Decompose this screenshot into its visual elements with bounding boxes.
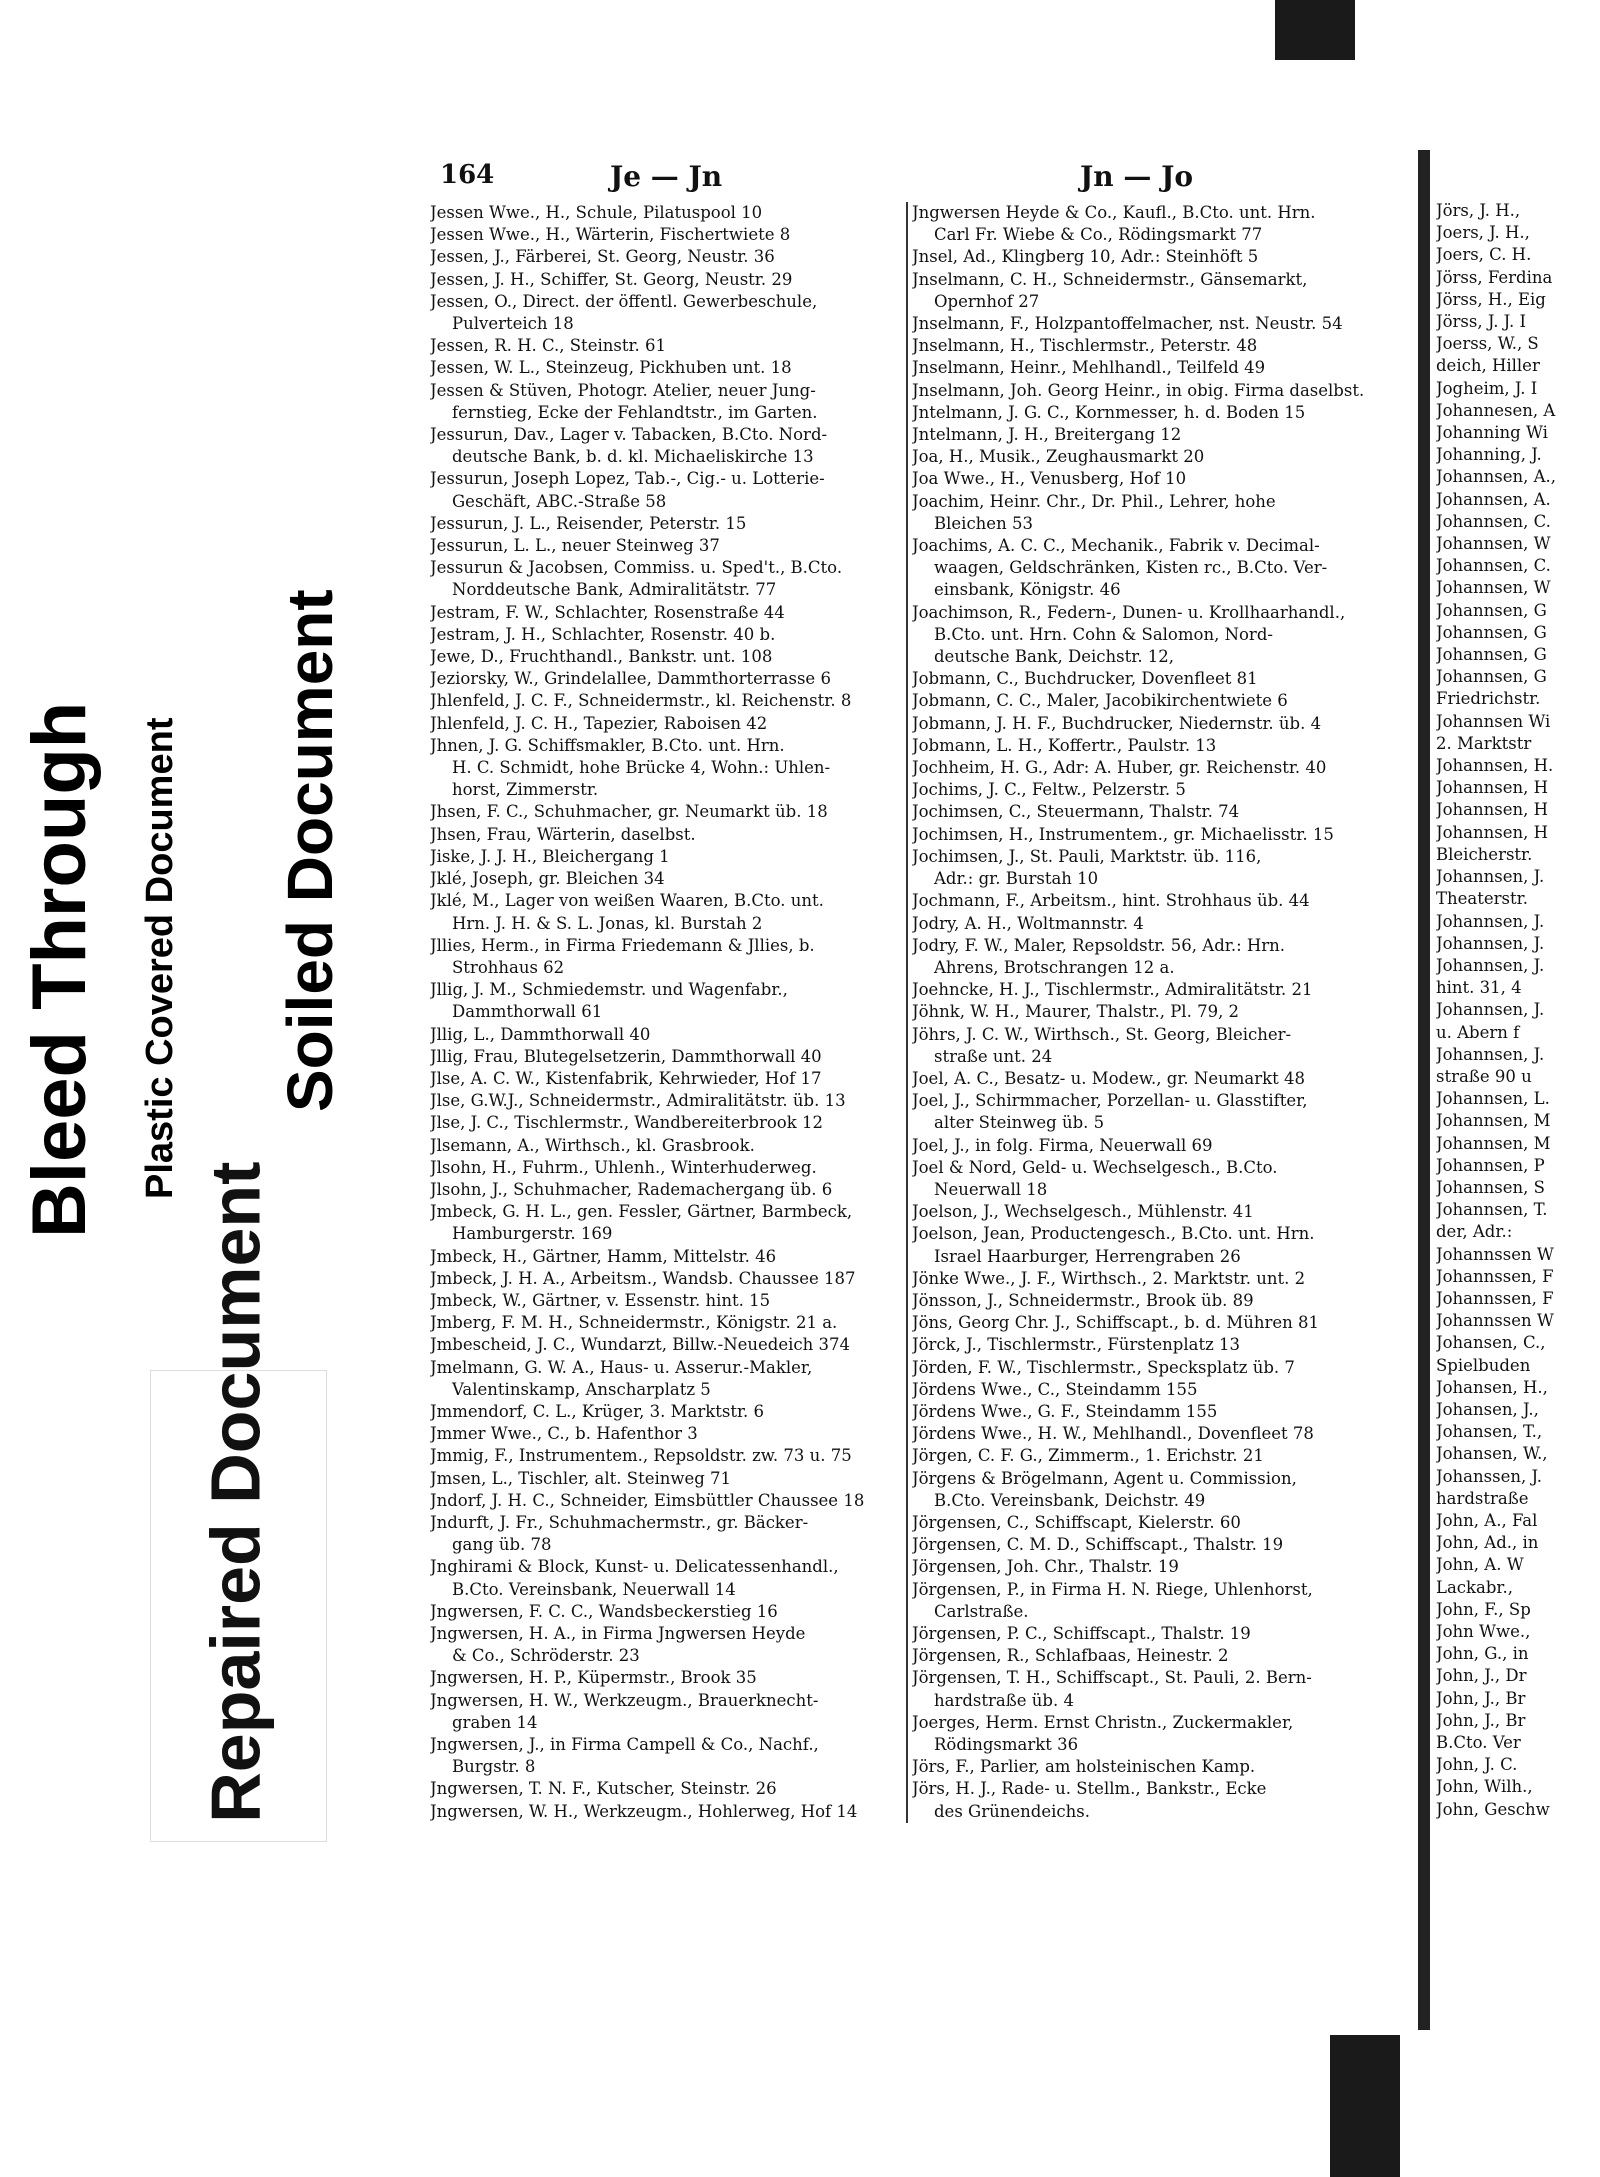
directory-entry: Johannsen, T.	[1436, 1200, 1548, 1220]
directory-entry: John, F., Sp	[1436, 1599, 1531, 1619]
directory-entry: Jessurun & Jacobsen, Commiss. u. Sped't., B.Cto.	[430, 558, 843, 578]
directory-entry: Jörgensen, R., Schlafbaas, Heinestr. 2	[912, 1646, 1229, 1666]
directory-entry: Johannsen, M	[1436, 1133, 1551, 1153]
directory-entry: Jiske, J. J. H., Bleichergang 1	[430, 846, 670, 866]
directory-entry: Johansen, W.,	[1436, 1444, 1548, 1464]
directory-entry: Ahrens, Brotschrangen 12 a.	[934, 957, 1175, 977]
directory-entry: hint. 31, 4	[1436, 978, 1522, 998]
directory-entry: Johannsen, A.	[1436, 489, 1551, 509]
directory-entry: John, J. C.	[1436, 1755, 1518, 1775]
directory-entry: Jhlenfeld, J. C. H., Tapezier, Raboisen 42	[430, 713, 768, 733]
directory-entry: Jörck, J., Tischlermstr., Fürstenplatz 13	[912, 1335, 1241, 1355]
directory-entry: Jhsen, Frau, Wärterin, daselbst.	[430, 824, 696, 844]
directory-entry: Johannsen, W	[1436, 534, 1551, 554]
directory-entry: Joelson, J., Wechselgesch., Mühlenstr. 41	[912, 1202, 1254, 1222]
directory-entry: Jördens Wwe., C., Steindamm 155	[912, 1379, 1198, 1399]
directory-entry: u. Abern f	[1436, 1022, 1520, 1042]
directory-entry: Jörss, H., Eig	[1436, 289, 1546, 309]
directory-entry: Jlsohn, H., Fuhrm., Uhlenh., Winterhuderweg.	[430, 1157, 817, 1177]
directory-entry: Jllig, J. M., Schmiedemstr. und Wagenfabr.,	[430, 980, 788, 1000]
directory-entry: Johanning, J.	[1436, 445, 1542, 465]
directory-entry: John, A., Fal	[1436, 1510, 1538, 1530]
directory-entry: hardstraße	[1436, 1488, 1529, 1508]
directory-entry: Johannsen, H.	[1436, 756, 1554, 776]
directory-entry: Jobmann, C. C., Maler, Jacobikirchentwiete 6	[912, 691, 1288, 711]
directory-entry: Jörs, F., Parlier, am holsteinischen Kamp.	[912, 1757, 1256, 1777]
directory-entry: Johannsen, C.	[1436, 556, 1551, 576]
directory-entry: Johannsen, G	[1436, 667, 1547, 687]
directory-entry: Johannsen, G	[1436, 622, 1547, 642]
directory-entry: Jeziorsky, W., Grindelallee, Dammthorterrasse 6	[430, 669, 831, 689]
directory-entry: Jngwersen, T. N. F., Kutscher, Steinstr. 26	[430, 1779, 777, 1799]
directory-entry: Jobmann, C., Buchdrucker, Dovenfleet 81	[912, 669, 1258, 689]
directory-entry: & Co., Schröderstr. 23	[452, 1646, 640, 1666]
directory-entry: Jönke Wwe., J. F., Wirthsch., 2. Marktstr. unt. 2	[912, 1268, 1306, 1288]
directory-entry: Jessen Wwe., H., Wärterin, Fischertwiete 8	[430, 225, 791, 245]
directory-entry: Jöns, Georg Chr. J., Schiffscapt., b. d. Mühren 81	[912, 1313, 1320, 1333]
directory-entry: Opernhof 27	[934, 291, 1040, 311]
directory-entry: Jochheim, H. G., Adr: A. Huber, gr. Reichenstr. 40	[912, 758, 1327, 778]
directory-entry: Jllies, Herm., in Firma Friedemann & Jllies, b.	[430, 935, 815, 955]
directory-entry: Bleicherstr.	[1436, 844, 1533, 864]
page-gutter	[1418, 150, 1430, 2030]
directory-page	[430, 150, 1430, 2050]
directory-entry: Jngwersen, H. A., in Firma Jngwersen Heyde	[430, 1624, 806, 1643]
directory-entry: Jnselmann, H., Tischlermstr., Peterstr. 48	[912, 336, 1258, 356]
directory-entry: Jngwersen, H. W., Werkzeugm., Brauerknecht-	[430, 1690, 819, 1710]
directory-entry: Jmmig, F., Instrumentem., Repsoldstr. zw. 73 u. 75	[430, 1446, 852, 1466]
directory-entry: straße unt. 24	[934, 1046, 1053, 1066]
directory-entry: Jörgensen, P., in Firma H. N. Riege, Uhlenhorst,	[912, 1579, 1313, 1599]
directory-entry: alter Steinweg üb. 5	[934, 1113, 1105, 1133]
directory-entry: Johannsen, C.	[1436, 511, 1551, 531]
directory-entry: Johannsen, W	[1436, 578, 1551, 598]
directory-entry: straße 90 u	[1436, 1066, 1532, 1086]
directory-entry: Lackabr.,	[1436, 1577, 1513, 1597]
directory-entry: Jhlenfeld, J. C. F., Schneidermstr., kl. Reichenstr. 8	[430, 691, 852, 711]
directory-entry: Jngwersen Heyde & Co., Kaufl., B.Cto. unt. Hrn.	[912, 203, 1316, 222]
directory-entry: John, J., Br	[1436, 1688, 1526, 1708]
directory-entry: Johannsen, J.	[1436, 867, 1545, 887]
directory-entry: Johannsen, G	[1436, 645, 1547, 665]
directory-entry: Joel & Nord, Geld- u. Wechselgesch., B.Cto.	[912, 1157, 1278, 1177]
directory-entry: Joa, H., Musik., Zeughausmarkt 20	[912, 447, 1205, 467]
directory-entry: Jhnen, J. G. Schiffsmakler, B.Cto. unt. Hrn.	[430, 735, 785, 755]
directory-entry: Jlsemann, A., Wirthsch., kl. Grasbrook.	[430, 1135, 755, 1155]
directory-entry: Jobmann, L. H., Koffertr., Paulstr. 13	[912, 735, 1217, 755]
directory-entry: Strohhaus 62	[452, 957, 565, 977]
directory-entry: Joachim, Heinr. Chr., Dr. Phil., Lehrer, hohe	[912, 491, 1276, 511]
directory-entry: Jogheim, J. I	[1436, 378, 1538, 398]
directory-entry: Carlstraße.	[934, 1601, 1029, 1621]
directory-entry: Jessurun, Dav., Lager v. Tabacken, B.Cto. Nord-	[430, 425, 828, 445]
directory-entry: Jmelmann, G. W. A., Haus- u. Asserur.-Makler,	[430, 1357, 813, 1377]
directory-entry: Jlsohn, J., Schuhmacher, Rademachergang üb. 6	[430, 1179, 833, 1199]
directory-entry: John, J., Dr	[1436, 1666, 1527, 1686]
label-repaired-document: Repaired Document	[196, 1161, 275, 1823]
directory-entry: B.Cto. unt. Hrn. Cohn & Salomon, Nord-	[934, 624, 1273, 644]
directory-entry: Jmbeck, J. H. A., Arbeitsm., Wandsb. Chaussee 187	[430, 1268, 856, 1288]
label-repaired-box	[150, 1161, 327, 1842]
directory-entry: Jnselmann, F., Holzpantoffelmacher, nst. Neustr. 54	[912, 314, 1343, 334]
directory-entry: Friedrichstr.	[1436, 689, 1541, 709]
directory-entry: Johannsen, A.,	[1436, 467, 1557, 487]
directory-entry: Theaterstr.	[1436, 889, 1528, 909]
directory-entry: Jörss, J. J. I	[1436, 312, 1527, 332]
directory-entry: Joehncke, H. J., Tischlermstr., Admiralitätstr. 21	[912, 980, 1313, 1000]
directory-entry: Johanning Wi	[1436, 423, 1548, 443]
directory-entry: Joa Wwe., H., Venusberg, Hof 10	[912, 469, 1187, 489]
directory-entry: Norddeutsche Bank, Admiralitätstr. 77	[452, 580, 777, 600]
directory-entry: Johannsen, H	[1436, 822, 1549, 842]
directory-entry: John Wwe.,	[1436, 1622, 1531, 1641]
label-plastic-covered: Plastic Covered Document	[139, 717, 181, 1199]
directory-entry: Johannsen, J.	[1436, 911, 1545, 931]
directory-entry: Hrn. J. H. & S. L. Jonas, kl. Burstah 2	[452, 913, 763, 933]
directory-entry: Jörgens & Brögelmann, Agent u. Commission,	[912, 1468, 1297, 1488]
directory-entry: Johansen, C.,	[1436, 1333, 1546, 1353]
directory-entry: Johannsen, G	[1436, 600, 1547, 620]
directory-entry: hardstraße üb. 4	[934, 1690, 1074, 1710]
directory-entry: Johannsen, J.	[1436, 1044, 1545, 1064]
directory-entry: Johannsen, P	[1436, 1155, 1545, 1175]
directory-entry: Jntelmann, J. H., Breitergang 12	[912, 425, 1182, 445]
label-soiled-document: Soiled Document	[274, 589, 346, 1112]
directory-entry: John, Wilh.,	[1436, 1777, 1533, 1797]
binding-tape-bottom	[1330, 2035, 1400, 2177]
page-number: 164	[440, 160, 495, 190]
directory-entry: fernstieg, Ecke der Fehlandtstr., im Garten.	[452, 402, 818, 422]
directory-entry: John, G., in	[1436, 1644, 1529, 1664]
directory-entry: Jördens Wwe., H. W., Mehlhandl., Dovenfleet 78	[912, 1424, 1314, 1444]
directory-entry: der, Adr.:	[1436, 1222, 1513, 1242]
directory-entry: Joers, J. H.,	[1436, 223, 1530, 243]
directory-entry: Jörgensen, C. M. D., Schiffscapt., Thalstr. 19	[912, 1535, 1284, 1555]
directory-entry: Jöhnk, W. H., Maurer, Thalstr., Pl. 79, 2	[912, 1002, 1240, 1022]
directory-entry: Jönsson, J., Schneidermstr., Brook üb. 89	[912, 1290, 1254, 1310]
directory-entry: Jngwersen, W. H., Werkzeugm., Hohlerweg, Hof 14	[430, 1801, 858, 1821]
directory-entry: Johannssen W	[1436, 1244, 1554, 1264]
directory-entry: Neuerwall 18	[934, 1179, 1048, 1199]
label-bleed-through: Bleed Through	[17, 701, 102, 1238]
directory-entry: waagen, Geldschränken, Kisten rc., B.Cto. Ver-	[934, 558, 1328, 578]
directory-entry: Jmberg, F. M. H., Schneidermstr., Königstr. 21 a.	[430, 1313, 838, 1333]
directory-entry: Jnselmann, C. H., Schneidermstr., Gänsemarkt,	[912, 269, 1308, 289]
directory-entry: Johannsen, S	[1436, 1177, 1545, 1197]
directory-entry: Joachims, A. C. C., Mechanik., Fabrik v. Decimal-	[912, 536, 1320, 556]
directory-entry: Jodry, F. W., Maler, Repsoldstr. 56, Adr.: Hrn.	[912, 935, 1286, 955]
directory-entry: Johanssen, J.	[1436, 1466, 1543, 1486]
directory-entry: Joerss, W., S	[1436, 334, 1539, 354]
directory-entry: Johannsen Wi	[1436, 711, 1551, 731]
running-head-right: Jn — Jo	[1080, 160, 1194, 193]
directory-entry: Jmbeck, G. H. L., gen. Fessler, Gärtner, Barmbeck,	[430, 1202, 853, 1222]
directory-entry: John, Geschw	[1436, 1799, 1550, 1819]
directory-entry: Jlse, A. C. W., Kistenfabrik, Kehrwieder, Hof 17	[430, 1068, 822, 1088]
directory-entry: Jörden, F. W., Tischlermstr., Specksplatz üb. 7	[912, 1357, 1295, 1377]
directory-entry: Johansen, J.,	[1436, 1399, 1539, 1419]
directory-entry: Johannsen, H	[1436, 778, 1549, 798]
directory-entry: Jestram, F. W., Schlachter, Rosenstraße 44	[430, 602, 785, 622]
directory-entry: Burgstr. 8	[452, 1757, 536, 1777]
directory-entry: Jnselmann, Heinr., Mehlhandl., Teilfeld 49	[912, 358, 1266, 378]
directory-entry: Jntelmann, J. G. C., Kornmesser, h. d. Boden 15	[912, 402, 1306, 422]
directory-entry: Jmsen, L., Tischler, alt. Steinweg 71	[430, 1468, 732, 1488]
directory-entry: John, Ad., in	[1436, 1533, 1539, 1553]
directory-entry: Jörgen, C. F. G., Zimmerm., 1. Erichstr. 21	[912, 1446, 1264, 1466]
right-column	[906, 202, 1402, 1823]
directory-entry: Jessurun, L. L., neuer Steinweg 37	[430, 536, 720, 556]
directory-entry: Jöhrs, J. C. W., Wirthsch., St. Georg, Bleicher-	[912, 1024, 1292, 1044]
directory-entry: Jestram, J. H., Schlachter, Rosenstr. 40 b.	[430, 624, 776, 644]
directory-entry: Johansen, T.,	[1436, 1422, 1543, 1442]
directory-entry: Jessen, R. H. C., Steinstr. 61	[430, 336, 667, 356]
page-header	[430, 150, 1430, 196]
directory-entry: Spielbuden	[1436, 1355, 1531, 1375]
directory-entry: Jochims, J. C., Feltw., Pelzerstr. 5	[912, 780, 1186, 800]
directory-entry: Jngwersen, H. P., Küpermstr., Brook 35	[430, 1668, 757, 1688]
directory-entry: Joelson, Jean, Productengesch., B.Cto. unt. Hrn.	[912, 1224, 1315, 1244]
binding-tape-top	[1275, 0, 1355, 60]
directory-entry: John, A. W	[1436, 1555, 1524, 1575]
directory-entry: Jllig, Frau, Blutegelsetzerin, Dammthorwall 40	[430, 1046, 822, 1066]
directory-entry: Johannesen, A	[1436, 400, 1556, 420]
next-page-strip	[1436, 200, 1600, 1960]
directory-entry: Jochimsen, H., Instrumentem., gr. Michaelisstr. 15	[912, 824, 1334, 844]
directory-entry: Jobmann, J. H. F., Buchdrucker, Niedernstr. üb. 4	[912, 713, 1322, 733]
left-column	[430, 202, 920, 1823]
directory-entry: Jnghirami & Block, Kunst- u. Delicatessenhandl.,	[430, 1557, 839, 1577]
directory-entry: Jmbeck, W., Gärtner, v. Essenstr. hint. 15	[430, 1290, 771, 1310]
directory-entry: John, J., Br	[1436, 1710, 1526, 1730]
directory-entry: Jmmer Wwe., C., b. Hafenthor 3	[430, 1424, 698, 1444]
directory-entry: Jessen, O., Direct. der öffentl. Gewerbeschule,	[430, 291, 818, 311]
directory-entry: deutsche Bank, b. d. kl. Michaeliskirche 13	[452, 447, 814, 467]
directory-entry: Johannsen, H	[1436, 800, 1549, 820]
directory-entry: Joel, J., Schirmmacher, Porzellan- u. Glasstifter,	[912, 1091, 1308, 1111]
directory-entry: H. C. Schmidt, hohe Brücke 4, Wohn.: Uhlen-	[452, 758, 831, 778]
directory-entry: Jördens Wwe., G. F., Steindamm 155	[912, 1401, 1218, 1421]
directory-entry: Johannssen, F	[1436, 1288, 1554, 1308]
directory-entry: Hamburgerstr. 169	[452, 1224, 613, 1244]
directory-entry: Jochimsen, C., Steuermann, Thalstr. 74	[912, 802, 1240, 822]
directory-entry: einsbank, Königstr. 46	[934, 580, 1121, 600]
directory-entry: Jörss, Ferdina	[1436, 267, 1553, 287]
directory-entry: B.Cto. Vereinsbank, Neuerwall 14	[452, 1579, 736, 1599]
directory-entry: Geschäft, ABC.-Straße 58	[452, 491, 667, 511]
directory-entry: Jewe, D., Fruchthandl., Bankstr. unt. 108	[430, 647, 773, 667]
directory-entry: Johannsen, J.	[1436, 1000, 1545, 1020]
directory-entry: horst, Zimmerstr.	[452, 780, 599, 800]
running-head-left: Je — Jn	[610, 160, 723, 193]
directory-entry: Johansen, H.,	[1436, 1377, 1548, 1397]
directory-entry: Jndorf, J. H. C., Schneider, Eimsbüttler Chaussee 18	[430, 1490, 865, 1510]
directory-entry: Jochimsen, J., St. Pauli, Marktstr. üb. 116,	[912, 846, 1262, 866]
directory-entry: Johannssen W	[1436, 1311, 1554, 1331]
directory-entry: Jnsel, Ad., Klingberg 10, Adr.: Steinhöft 5	[912, 247, 1259, 267]
directory-entry: Pulverteich 18	[452, 314, 574, 334]
directory-entry: 2. Marktstr	[1436, 733, 1532, 753]
directory-entry: Jngwersen, J., in Firma Campell & Co., Nachf.,	[430, 1735, 819, 1755]
directory-entry: Jhsen, F. C., Schuhmacher, gr. Neumarkt üb. 18	[430, 802, 828, 822]
directory-entry: Jlse, J. C., Tischlermstr., Wandbereiterbrook 12	[430, 1113, 823, 1133]
directory-entry: Jllig, L., Dammthorwall 40	[430, 1024, 651, 1044]
directory-entry: Jörgensen, T. H., Schiffscapt., St. Pauli, 2. Bern-	[912, 1668, 1312, 1688]
directory-entry: Jklé, Joseph, gr. Bleichen 34	[430, 869, 665, 889]
directory-entry: Jmmendorf, C. L., Krüger, 3. Marktstr. 6	[430, 1401, 765, 1421]
directory-entry: Jnselmann, Joh. Georg Heinr., in obig. Firma daselbst.	[912, 380, 1365, 400]
directory-entry: Adr.: gr. Burstah 10	[934, 869, 1099, 889]
directory-entry: Jessurun, J. L., Reisender, Peterstr. 15	[430, 513, 747, 533]
directory-entry: Carl Fr. Wiebe & Co., Rödingsmarkt 77	[934, 225, 1263, 245]
directory-entry: B.Cto. Vereinsbank, Deichstr. 49	[934, 1490, 1206, 1510]
directory-entry: Jodry, A. H., Woltmannstr. 4	[912, 913, 1144, 933]
directory-entry: Joachimson, R., Federn-, Dunen- u. Krollhaarhandl.,	[912, 602, 1346, 622]
directory-entry: Bleichen 53	[934, 513, 1033, 533]
directory-entry: deutsche Bank, Deichstr. 12,	[934, 647, 1175, 667]
directory-entry: B.Cto. Ver	[1436, 1733, 1521, 1753]
directory-entry: Jochmann, F., Arbeitsm., hint. Strohhaus üb. 44	[912, 891, 1310, 911]
directory-entry: Johannssen, F	[1436, 1266, 1554, 1286]
directory-entry: Johannsen, L.	[1436, 1089, 1550, 1109]
directory-entry: graben 14	[452, 1712, 538, 1732]
directory-entry: Dammthorwall 61	[452, 1002, 603, 1022]
directory-entry: Jessen, J. H., Schiffer, St. Georg, Neustr. 29	[430, 269, 793, 289]
directory-entry: Jessen & Stüven, Photogr. Atelier, neuer Jung-	[430, 380, 816, 400]
directory-entry: Johannsen, J.	[1436, 933, 1545, 953]
directory-entry: deich, Hiller	[1436, 356, 1540, 376]
directory-entry: Jlse, G.W.J., Schneidermstr., Admiralitätstr. üb. 13	[430, 1091, 846, 1111]
directory-entry: Jndurft, J. Fr., Schuhmachermstr., gr. Bäcker-	[430, 1512, 809, 1532]
directory-entry: Jessen Wwe., H., Schule, Pilatuspool 10	[430, 203, 763, 222]
directory-entry: Joel, A. C., Besatz- u. Modew., gr. Neumarkt 48	[912, 1068, 1305, 1088]
directory-entry: Jörs, J. H.,	[1436, 201, 1521, 220]
directory-entry: Johannsen, M	[1436, 1111, 1551, 1131]
directory-entry: des Grünendeichs.	[934, 1801, 1090, 1821]
directory-entry: Joerges, Herm. Ernst Christn., Zuckermakler,	[912, 1712, 1294, 1732]
directory-entry: Jessurun, Joseph Lopez, Tab.-, Cig.- u. Lotterie-	[430, 469, 825, 489]
directory-entry: Jessen, W. L., Steinzeug, Pickhuben unt. 18	[430, 358, 792, 378]
directory-entry: Rödingsmarkt 36	[934, 1735, 1079, 1755]
directory-entry: Valentinskamp, Anscharplatz 5	[452, 1379, 711, 1399]
directory-entry: Jörgensen, P. C., Schiffscapt., Thalstr. 19	[912, 1624, 1251, 1643]
directory-entry: Jngwersen, F. C. C., Wandsbeckerstieg 16	[430, 1601, 778, 1621]
directory-entry: Jklé, M., Lager von weißen Waaren, B.Cto. unt.	[430, 891, 824, 911]
directory-entry: gang üb. 78	[452, 1535, 552, 1555]
directory-entry: Jmbescheid, J. C., Wundarzt, Billw.-Neuedeich 374	[430, 1335, 851, 1355]
directory-entry: Jörs, H. J., Rade- u. Stellm., Bankstr., Ecke	[912, 1779, 1267, 1799]
directory-entry: Jessen, J., Färberei, St. Georg, Neustr. 36	[430, 247, 775, 267]
directory-entry: Jörgensen, C., Schiffscapt, Kielerstr. 60	[912, 1512, 1241, 1532]
directory-entry: Joers, C. H.	[1436, 245, 1532, 265]
directory-entry: Jörgensen, Joh. Chr., Thalstr. 19	[912, 1557, 1179, 1577]
directory-entry: Johannsen, J.	[1436, 955, 1545, 975]
directory-entry: Joel, J., in folg. Firma, Neuerwall 69	[912, 1135, 1213, 1155]
directory-entry: Israel Haarburger, Herrengraben 26	[934, 1246, 1241, 1266]
directory-entry: Jmbeck, H., Gärtner, Hamm, Mittelstr. 46	[430, 1246, 777, 1266]
